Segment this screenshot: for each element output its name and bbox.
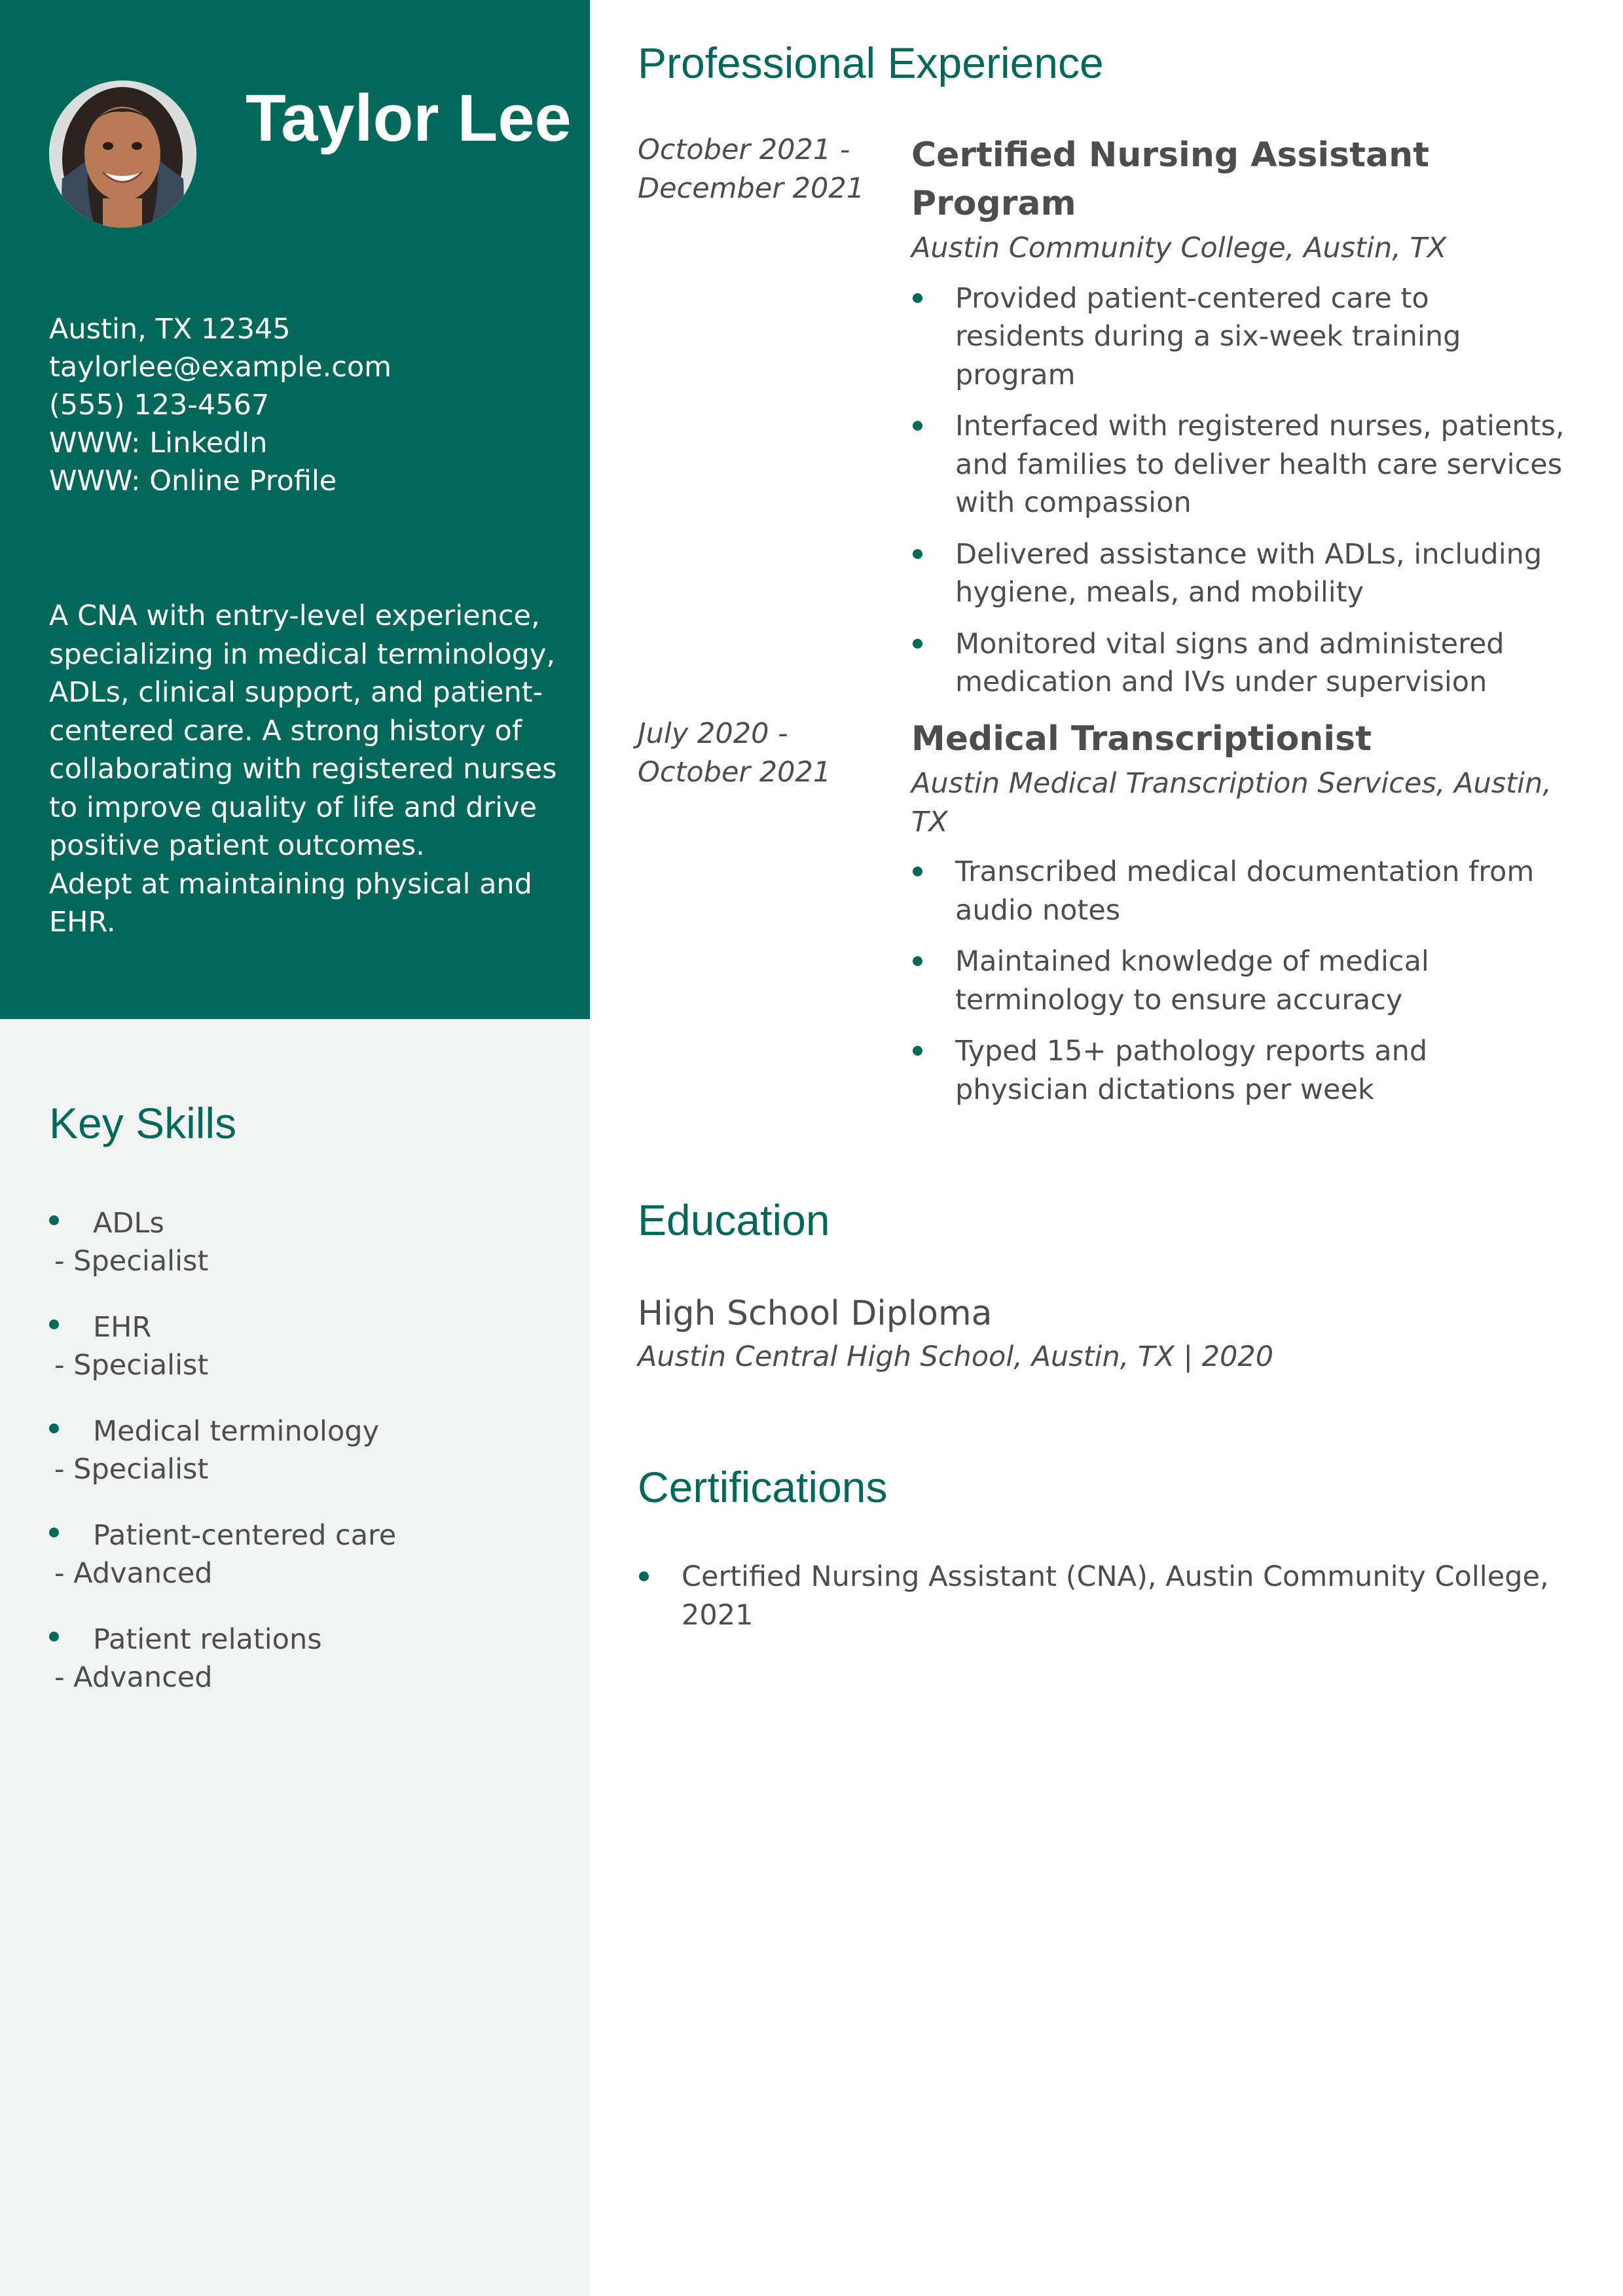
bullet-icon [49, 1424, 59, 1433]
skill-level: - Advanced [54, 1661, 213, 1694]
job-company: Austin Community College, Austin, TX [911, 232, 1447, 264]
bullet-icon [49, 1632, 59, 1641]
sidebar [0, 0, 590, 2296]
education-school: Austin Central High School, Austin, TX | 2020 [638, 1340, 1274, 1373]
bullet-item: Monitored vital signs and administered medication and IVs under supervision [911, 625, 1566, 702]
bullet-item: Transcribed medical documentation from audio notes [911, 853, 1566, 929]
education-entry [638, 1291, 1567, 1376]
education-degree: High School Diploma [638, 1294, 993, 1333]
skills-list [49, 1204, 560, 1725]
contact-profile-link[interactable]: WWW: Online Profile [49, 465, 337, 497]
skill-name: ADLs [93, 1207, 164, 1240]
contact-address: Austin, TX 12345 [49, 313, 291, 346]
skill-level: - Advanced [54, 1557, 213, 1590]
contact-info [49, 310, 573, 500]
skill-name: Medical terminology [93, 1415, 380, 1448]
avatar [49, 81, 196, 228]
sidebar-header [0, 0, 590, 1019]
contact-email[interactable]: taylorlee@example.com [49, 351, 392, 384]
skill-level: - Specialist [54, 1453, 209, 1486]
skills-heading: Key Skills [49, 1099, 237, 1147]
bullet-item: Delivered assistance with ADLs, including hygiene, meals, and mobility [911, 535, 1566, 612]
job-body [911, 715, 1566, 1122]
summary-paragraph: Adept at maintaining physical and EHR. [49, 867, 532, 939]
skill-item [49, 1621, 560, 1725]
job-title: Certified Nursing Assistant Program [911, 135, 1429, 223]
certification-item: Certified Nursing Assistant (CNA), Austin Community College, 2021 [638, 1558, 1567, 1634]
bullet-icon [49, 1528, 59, 1537]
skill-level: - Specialist [54, 1245, 209, 1278]
skill-name: Patient relations [93, 1623, 322, 1656]
candidate-name: Taylor Lee [246, 82, 572, 155]
job-body [911, 131, 1566, 715]
bullet-icon [49, 1319, 59, 1329]
skill-item [49, 1204, 560, 1308]
skill-name: EHR [93, 1311, 152, 1344]
job-dates: July 2020 - October 2021 [638, 717, 831, 789]
bullet-icon [49, 1215, 59, 1225]
certifications-list [638, 1558, 1567, 1634]
bullet-item: Typed 15+ pathology reports and physician dictations per week [911, 1032, 1566, 1109]
job-company: Austin Medical Transcription Services, Austin, TX [911, 767, 1552, 838]
skill-item [49, 1308, 560, 1412]
person-photo-icon [49, 81, 196, 228]
experience-heading: Professional Experience [638, 39, 1104, 87]
bullet-item: Interfaced with registered nurses, patients, and families to deliver health care services with compassion [911, 407, 1566, 522]
skill-name: Patient-centered care [93, 1519, 397, 1552]
job-bullets [911, 853, 1566, 1109]
skill-item [49, 1516, 560, 1621]
certifications-heading: Certifications [638, 1463, 888, 1511]
job-dates: October 2021 - December 2021 [638, 134, 865, 205]
skill-level: - Specialist [54, 1349, 209, 1382]
job-bullets [911, 279, 1566, 702]
professional-summary [49, 597, 560, 942]
contact-phone: (555) 123-4567 [49, 389, 270, 422]
job-title: Medical Transcriptionist [911, 719, 1372, 759]
skill-item [49, 1412, 560, 1516]
education-heading: Education [638, 1196, 830, 1244]
bullet-item: Provided patient-centered care to residents during a six-week training program [911, 279, 1566, 395]
bullet-item: Maintained knowledge of medical terminology to ensure accuracy [911, 942, 1566, 1019]
summary-paragraph: A CNA with entry-level experience, specializing in medical terminology, ADLs, clinical support, and patient-centered care. A strong history of collaborating with registered nurses to improve quality of life and drive positive patient outcomes. [49, 600, 557, 862]
contact-linkedin-link[interactable]: WWW: LinkedIn [49, 427, 268, 459]
